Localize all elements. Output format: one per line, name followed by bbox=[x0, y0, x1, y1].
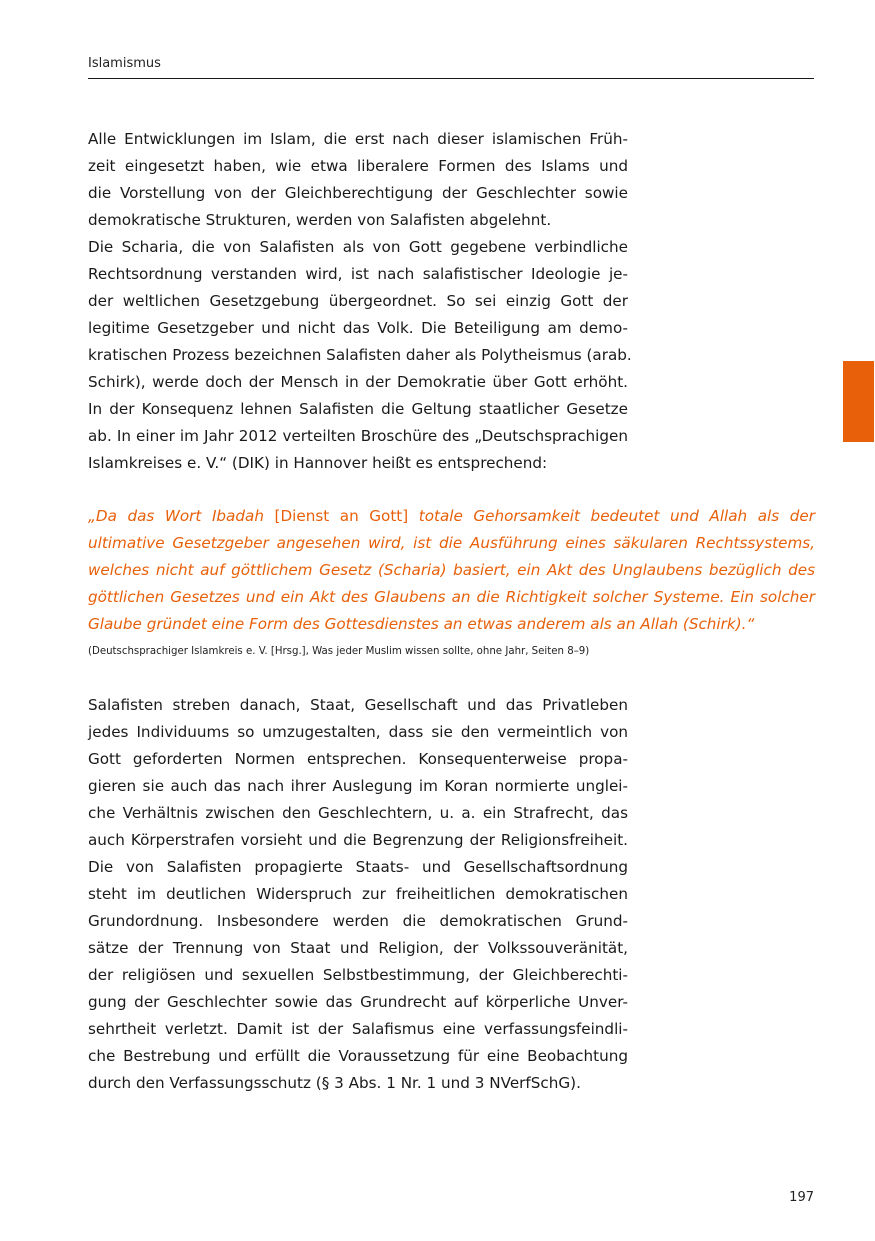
quote-segment: totale Gehorsamkeit bedeutet und Allah als der bbox=[408, 507, 815, 525]
page-number: 197 bbox=[789, 1190, 814, 1205]
paragraph-line: durch den Verfassungsschutz (§ 3 Abs. 1 Nr. 1 und 3 NVerfSchG). bbox=[88, 1074, 581, 1092]
body-paragraph-1 bbox=[88, 126, 632, 477]
paragraph-line: Rechtsordnung verstanden wird, ist nach salafistischer Ideologie je- bbox=[88, 265, 628, 283]
paragraph-line: Gott geforderten Normen entsprechen. Konsequenterweise propa- bbox=[88, 750, 628, 768]
header-rule bbox=[88, 78, 814, 79]
quote-segment: „Da das Wort Ibadah bbox=[88, 507, 275, 525]
quote-line: welches nicht auf göttlichem Gesetz (Scharia) basiert, ein Akt des Unglaubens bezüglich des bbox=[88, 561, 815, 579]
paragraph-line: Grundordnung. Insbesondere werden die demokratischen Grund- bbox=[88, 912, 628, 930]
paragraph-line: Schirk), werde doch der Mensch in der Demokratie über Gott erhöht. bbox=[88, 373, 628, 391]
paragraph-line: che Verhältnis zwischen den Geschlechtern, u. a. ein Strafrecht, das bbox=[88, 804, 628, 822]
paragraph-line: auch Körperstrafen vorsieht und die Begrenzung der Religionsfreiheit. bbox=[88, 831, 628, 849]
running-head-title: Islamismus bbox=[88, 56, 161, 71]
paragraph-line: In der Konsequenz lehnen Salafisten die Geltung staatlicher Gesetze bbox=[88, 400, 628, 418]
body-paragraph-2 bbox=[88, 692, 628, 1097]
paragraph-line: sehrtheit verletzt. Damit ist der Salafismus eine verfassungsfeindli- bbox=[88, 1020, 628, 1038]
paragraph-line: gung der Geschlechter sowie das Grundrecht auf körperliche Unver- bbox=[88, 993, 628, 1011]
paragraph-line: kratischen Prozess bezeichnen Salafisten daher als Polytheismus (arab. bbox=[88, 346, 632, 364]
paragraph-line: Islamkreises e. V.“ (DIK) in Hannover heißt es entsprechend: bbox=[88, 454, 548, 472]
paragraph-line: Die Scharia, die von Salafisten als von Gott gegebene verbindliche bbox=[88, 238, 628, 256]
paragraph-line: die Vorstellung von der Gleichberechtigung der Geschlechter sowie bbox=[88, 184, 628, 202]
paragraph-line: demokratische Strukturen, werden von Salafisten abgelehnt. bbox=[88, 211, 552, 229]
quote-line: göttlichen Gesetzes und ein Akt des Glaubens an die Richtigkeit solcher Systeme. Ein solcher bbox=[88, 588, 815, 606]
paragraph-line: der weltlichen Gesetzgebung übergeordnet. So sei einzig Gott der bbox=[88, 292, 628, 310]
paragraph-line: gieren sie auch das nach ihrer Auslegung im Koran normierte unglei- bbox=[88, 777, 628, 795]
paragraph-line: zeit eingesetzt haben, wie etwa liberalere Formen des Islams und bbox=[88, 157, 628, 175]
paragraph-line: der religiösen und sexuellen Selbstbestimmung, der Gleichberechti- bbox=[88, 966, 628, 984]
paragraph-line: Die von Salafisten propagierte Staats- und Gesellschaftsordnung bbox=[88, 858, 628, 876]
paragraph-line: Salafisten streben danach, Staat, Gesellschaft und das Privatleben bbox=[88, 696, 628, 714]
quote-line bbox=[88, 503, 815, 530]
paragraph-line: sätze der Trennung von Staat und Religion, der Volkssouveränität, bbox=[88, 939, 628, 957]
paragraph-line: steht im deutlichen Widerspruch zur freiheitlichen demokratischen bbox=[88, 885, 628, 903]
quote-line: ultimative Gesetzgeber angesehen wird, ist die Ausführung eines säkularen Rechtssystems, bbox=[88, 534, 815, 552]
quote-insertion: [Dienst an Gott] bbox=[274, 507, 409, 525]
paragraph-line: legitime Gesetzgeber und nicht das Volk. Die Beteiligung am demo- bbox=[88, 319, 628, 337]
quote-line: Glaube gründet eine Form des Gottesdienstes an etwas anderem als an Allah (Schirk).“ bbox=[88, 615, 755, 633]
block-quote bbox=[88, 503, 815, 638]
paragraph-line: che Bestrebung und erfüllt die Voraussetzung für eine Beobachtung bbox=[88, 1047, 628, 1065]
paragraph-line: jedes Individuums so umzugestalten, dass sie den vermeintlich von bbox=[88, 723, 628, 741]
paragraph-line: Alle Entwicklungen im Islam, die erst nach dieser islamischen Früh- bbox=[88, 130, 628, 148]
chapter-tab-marker bbox=[843, 361, 874, 442]
quote-source-citation: (Deutschsprachiger Islamkreis e. V. [Hrsg.], Was jeder Muslim wissen sollte, ohne Jahr, Seiten 8–9) bbox=[88, 646, 590, 657]
paragraph-line: ab. In einer im Jahr 2012 verteilten Broschüre des „Deutschsprachigen bbox=[88, 427, 628, 445]
